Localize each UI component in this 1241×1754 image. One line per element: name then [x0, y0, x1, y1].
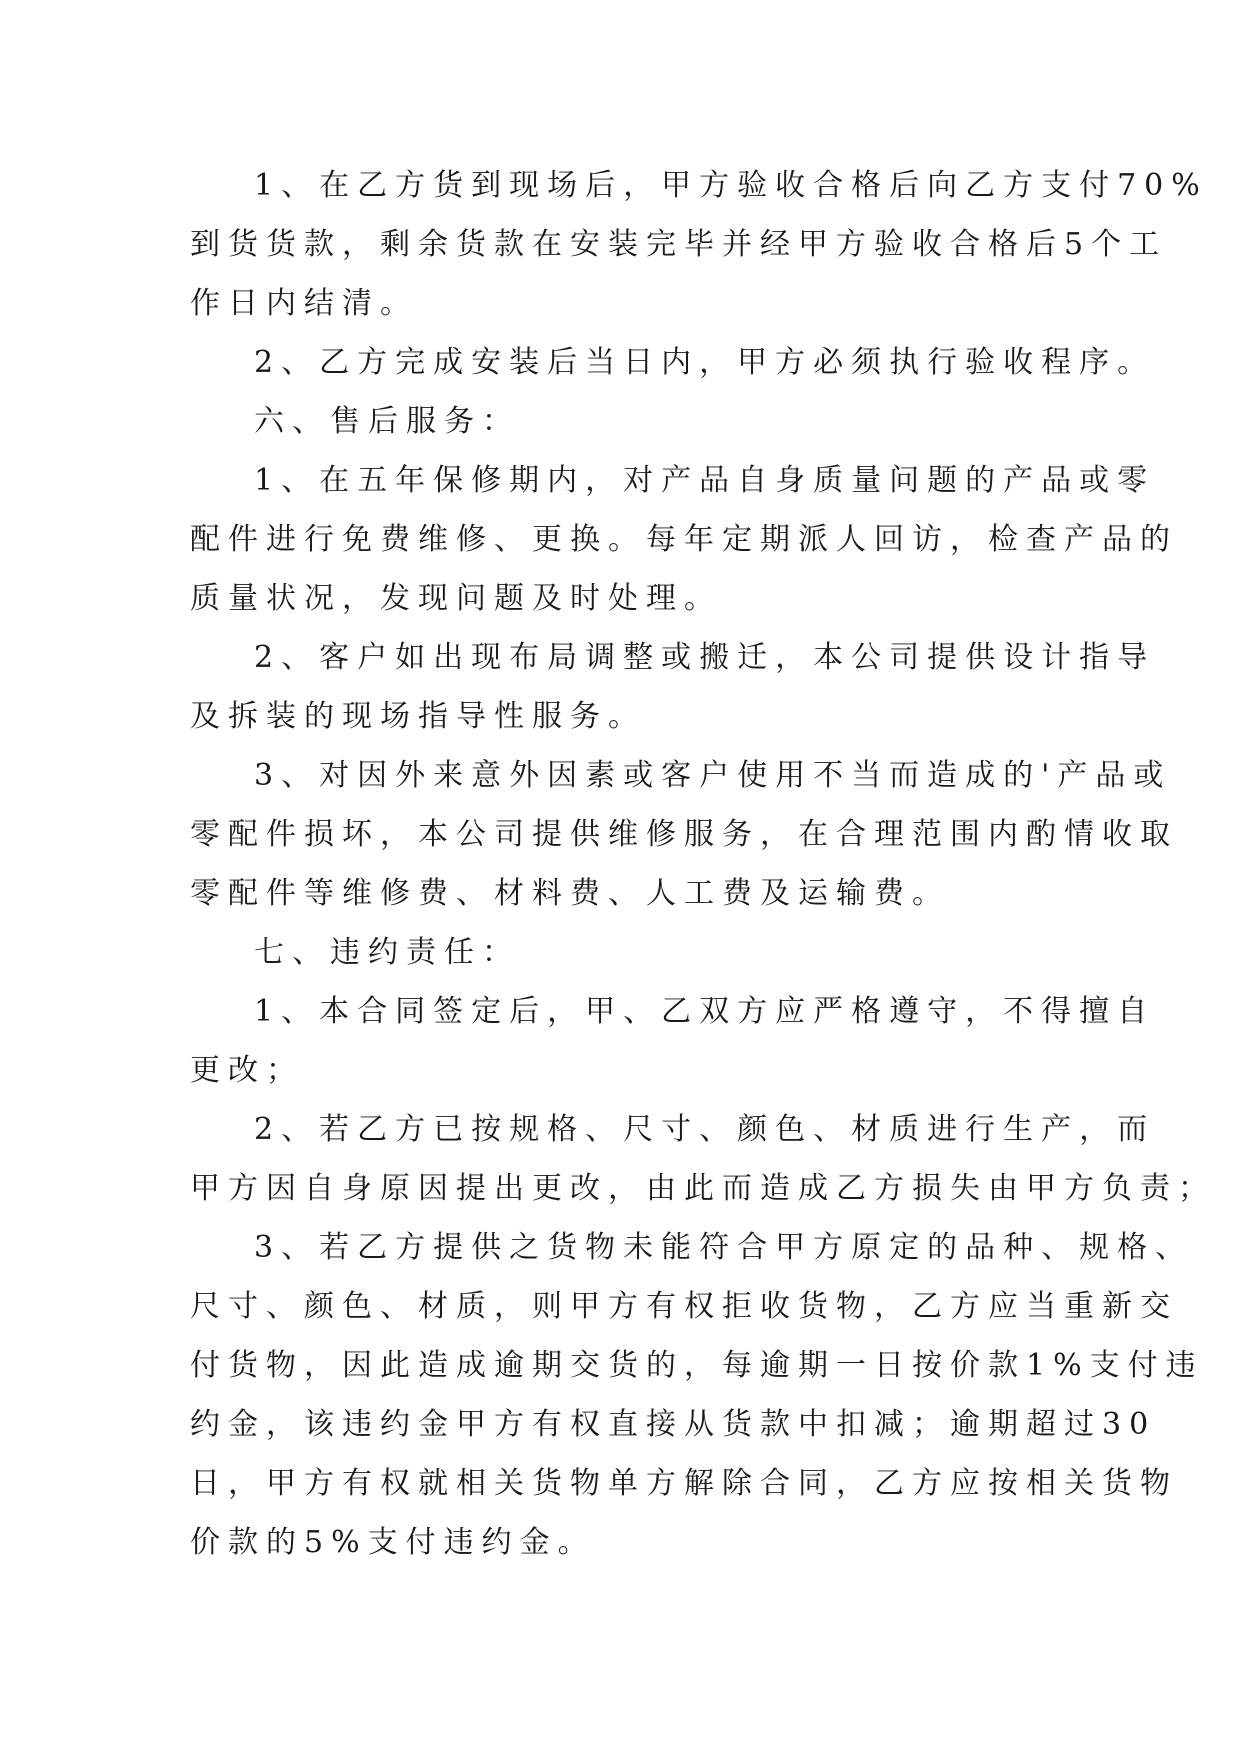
text-line: 到货货款，剩余货款在安装完毕并经甲方验收合格后5个工 — [190, 227, 1168, 262]
text-line: 1、在五年保修期内，对产品自身质量问题的产品或零 — [254, 463, 1156, 498]
text-line: 甲方因自身原因提出更改，由此而造成乙方损失由甲方负责； — [190, 1171, 1216, 1206]
text-line: 2、乙方完成安装后当日内，甲方必须执行验收程序。 — [254, 345, 1156, 380]
paragraph-warranty — [190, 451, 1178, 628]
text-line: 配件进行免费维修、更换。每年定期派人回访，检查产品的 — [190, 522, 1178, 557]
text-line: 2、若乙方已按规格、尺寸、颜色、材质进行生产，而 — [254, 1112, 1156, 1147]
text-line: 尺寸、颜色、材质，则甲方有权拒收货物，乙方应当重新交 — [190, 1289, 1178, 1324]
paragraph-compliance — [190, 982, 1156, 1100]
paragraph-relocation — [190, 628, 1156, 746]
text-line: 六、售后服务： — [254, 404, 520, 439]
paragraph-penalty — [190, 1218, 1204, 1572]
text-line: 七、违约责任： — [254, 935, 520, 970]
text-line: 更改； — [190, 1053, 304, 1088]
text-line: 付货物，因此造成逾期交货的，每逾期一日按价款1%支付违 — [190, 1348, 1204, 1383]
text-line: 零配件损坏，本公司提供维修服务，在合理范围内酌情收取 — [190, 817, 1178, 852]
text-line: 1、在乙方货到现场后，甲方验收合格后向乙方支付70% — [254, 168, 1208, 203]
text-line: 2、客户如出现布局调整或搬迁，本公司提供设计指导 — [254, 640, 1156, 675]
text-line: 3、若乙方提供之货物未能符合甲方原定的品种、规格、 — [254, 1230, 1194, 1265]
text-line: 及拆装的现场指导性服务。 — [190, 699, 646, 734]
text-line: 约金，该违约金甲方有权直接从货款中扣减；逾期超过30 — [190, 1407, 1157, 1442]
paragraph-acceptance — [190, 333, 1156, 392]
text-line: 1、本合同签定后，甲、乙双方应严格遵守，不得擅自 — [254, 994, 1156, 1029]
text-line: 价款的5%支付违约金。 — [190, 1525, 596, 1560]
text-line: 作日内结清。 — [190, 286, 418, 321]
section-heading-after-sales — [190, 392, 1070, 451]
text-line: 日，甲方有权就相关货物单方解除合同，乙方应按相关货物 — [190, 1466, 1178, 1501]
section-heading-liability — [190, 923, 1070, 982]
document-body — [190, 156, 1216, 1572]
paragraph-repair-service — [190, 746, 1178, 923]
paragraph-change-liability — [190, 1100, 1216, 1218]
text-line: 3、对因外来意外因素或客户使用不当而造成的'产品或 — [254, 758, 1172, 793]
paragraph-payment-terms — [190, 156, 1208, 333]
text-line: 质量状况，发现问题及时处理。 — [190, 581, 722, 616]
text-line: 零配件等维修费、材料费、人工费及运输费。 — [190, 876, 950, 911]
